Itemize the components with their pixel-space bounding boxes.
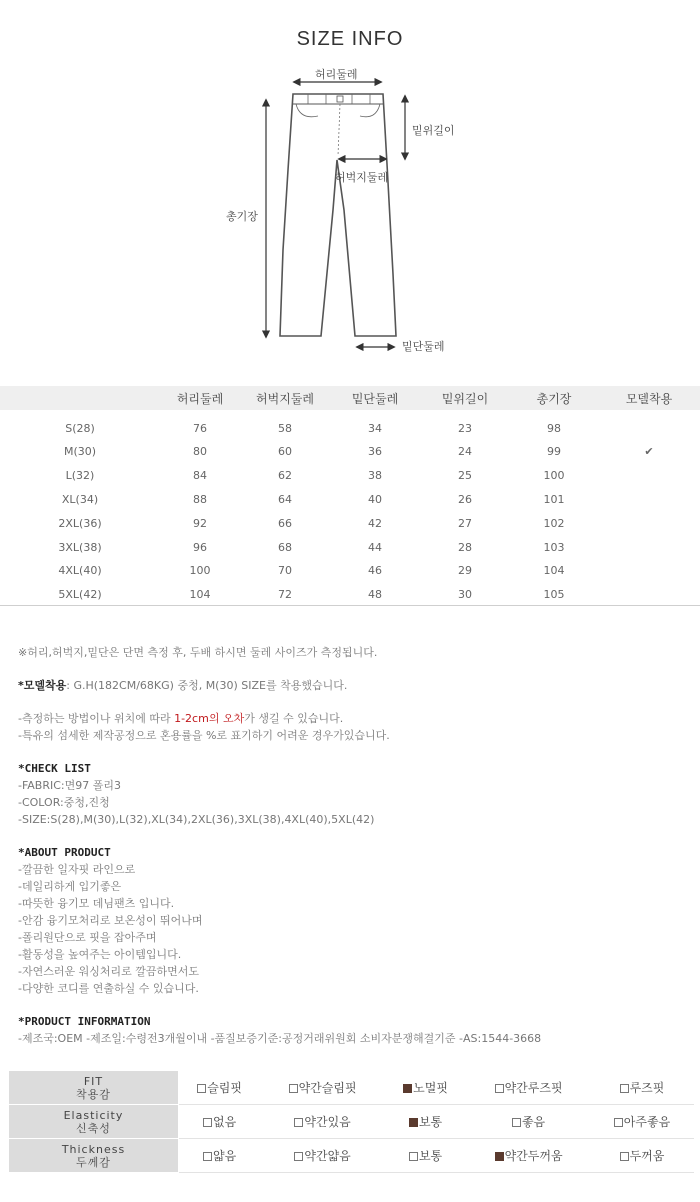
header-cell xyxy=(0,386,160,410)
spec-table xyxy=(8,1070,694,1173)
value-cell: 101 xyxy=(543,492,565,506)
option-label: 약간슬림핏 xyxy=(298,1081,357,1095)
checkbox-icon xyxy=(203,1118,212,1127)
header-cell: 허벅지둘레 xyxy=(256,391,314,406)
option-label: 약간있음 xyxy=(304,1115,351,1129)
checkbox-icon xyxy=(620,1152,629,1161)
model-check-cell xyxy=(598,559,700,583)
check-item: -COLOR:중청,진청 xyxy=(18,796,110,809)
page-title: SIZE INFO xyxy=(296,28,404,50)
checkbox-icon xyxy=(495,1084,504,1093)
size-cell: XL(34) xyxy=(61,492,99,506)
header-cell: 총기장 xyxy=(536,391,572,406)
value-cell: 46 xyxy=(368,564,382,578)
model-check-cell xyxy=(598,583,700,607)
pants-outline xyxy=(280,94,396,336)
spec-option xyxy=(179,1071,261,1105)
error-note xyxy=(18,710,688,727)
checkbox-icon xyxy=(197,1084,206,1093)
size-cell: 5XL(42) xyxy=(58,588,102,602)
spec-label-ko: 신축성 xyxy=(76,1121,111,1135)
value-cell: 92 xyxy=(193,516,207,530)
spec-label-ko: 착용감 xyxy=(76,1087,111,1101)
about-item: -따뜻한 융기모 데님팬츠 입니다. xyxy=(18,897,175,910)
option-label: 약간얇음 xyxy=(304,1149,351,1163)
table-row xyxy=(0,488,700,512)
value-cell: 29 xyxy=(458,564,472,578)
spec-option xyxy=(467,1071,591,1105)
spec-option xyxy=(179,1139,261,1173)
value-cell: 48 xyxy=(368,588,382,602)
spec-label-en: Thickness xyxy=(61,1142,126,1156)
option-label: 약간루즈핏 xyxy=(504,1081,563,1095)
check-list-heading: *CHECK LIST xyxy=(18,762,91,775)
about-item: -깔끔한 일자핏 라인으로 xyxy=(18,863,136,876)
size-cell: L(32) xyxy=(65,469,95,483)
spec-option xyxy=(384,1139,466,1173)
value-cell: 102 xyxy=(543,516,565,530)
spec-option xyxy=(384,1105,466,1139)
value-cell: 23 xyxy=(458,421,472,435)
error-suffix: 가 생길 수 있습니다. xyxy=(244,712,344,725)
value-cell: 103 xyxy=(543,540,565,554)
value-cell: 99 xyxy=(547,445,561,459)
notes-section xyxy=(18,644,688,1047)
spec-option xyxy=(261,1105,385,1139)
error-highlight: 1-2cm의 오차 xyxy=(174,712,245,725)
table-divider xyxy=(0,605,700,606)
about-item: -활동성을 높여주는 아이템입니다. xyxy=(18,948,182,961)
value-cell: 42 xyxy=(368,516,382,530)
pants-diagram xyxy=(0,60,700,360)
value-cell: 40 xyxy=(368,492,382,506)
value-cell: 27 xyxy=(458,516,472,530)
checkbox-checked-icon xyxy=(403,1084,412,1093)
measure-note: ※허리,허벅지,밑단은 단면 측정 후, 두배 하시면 둘레 사이즈가 측정됩니다. xyxy=(18,646,378,659)
spec-option xyxy=(590,1139,693,1173)
model-label: *모델착용 xyxy=(18,679,67,692)
size-cell: S(28) xyxy=(65,421,95,435)
table-row xyxy=(0,464,700,488)
table-row xyxy=(0,583,700,607)
spec-label xyxy=(9,1071,179,1105)
value-cell: 80 xyxy=(193,445,207,459)
value-cell: 62 xyxy=(278,469,292,483)
model-text: : G.H(182CM/68KG) 중청, M(30) SIZE를 착용했습니다. xyxy=(66,679,348,692)
option-label: 약간두꺼움 xyxy=(504,1149,563,1163)
value-cell: 100 xyxy=(189,564,211,578)
about-item: -자연스러운 워싱처리로 깔끔하면서도 xyxy=(18,965,199,978)
spec-label-en: Elasticity xyxy=(63,1108,124,1122)
value-cell: 104 xyxy=(189,588,211,602)
value-cell: 26 xyxy=(458,492,472,506)
spec-option xyxy=(467,1105,591,1139)
option-label: 없음 xyxy=(212,1115,237,1129)
value-cell: 28 xyxy=(458,540,472,554)
spec-option xyxy=(179,1105,261,1139)
table-row xyxy=(0,511,700,535)
value-cell: 96 xyxy=(193,540,207,554)
spec-option xyxy=(590,1105,693,1139)
option-label: 두꺼움 xyxy=(629,1149,665,1163)
checkmark-icon: ✔ xyxy=(644,445,654,459)
model-check-cell xyxy=(598,488,700,512)
value-cell: 58 xyxy=(278,421,292,435)
length-label: 총기장 xyxy=(226,210,258,223)
spec-option xyxy=(261,1071,385,1105)
value-cell: 72 xyxy=(278,588,292,602)
spec-option xyxy=(261,1139,385,1173)
spec-label-en: FIT xyxy=(83,1074,104,1088)
model-check-cell xyxy=(598,535,700,559)
spec-label xyxy=(9,1105,179,1139)
spec-label-ko: 두께감 xyxy=(76,1155,111,1169)
value-cell: 24 xyxy=(458,445,472,459)
size-table-header xyxy=(0,386,700,410)
material-note: -특유의 섬세한 제작공정으로 혼용률을 %로 표기하기 어려운 경우가있습니다. xyxy=(18,729,390,742)
option-label: 보통 xyxy=(418,1149,443,1163)
checkbox-icon xyxy=(294,1152,303,1161)
spec-option xyxy=(384,1071,466,1105)
info-heading: *PRODUCT INFORMATION xyxy=(18,1015,151,1028)
option-label: 루즈핏 xyxy=(629,1081,665,1095)
check-item: -FABRIC:면97 폴리3 xyxy=(18,779,122,792)
table-row xyxy=(0,440,700,464)
spec-row-elasticity xyxy=(9,1105,694,1139)
header-cell: 밑단둘레 xyxy=(351,391,399,406)
check-item: -SIZE:S(28),M(30),L(32),XL(34),2XL(36),3XL(38),4XL(40),5XL(42) xyxy=(18,813,375,826)
spec-row-fit xyxy=(9,1071,694,1105)
value-cell: 104 xyxy=(543,564,565,578)
pants-illustration xyxy=(0,60,700,360)
info-text: -제조국:OEM -제조일:수령전3개월이내 -품질보증기준:공정거래위원회 소비자분쟁해결기준 -AS:1544-3668 xyxy=(18,1032,542,1045)
value-cell: 30 xyxy=(458,588,472,602)
model-check-cell xyxy=(598,410,700,440)
option-label: 보통 xyxy=(418,1115,443,1129)
model-check-cell xyxy=(598,511,700,535)
value-cell: 70 xyxy=(278,564,292,578)
spec-option xyxy=(467,1139,591,1173)
value-cell: 60 xyxy=(278,445,292,459)
spec-label xyxy=(9,1139,179,1173)
size-cell: M(30) xyxy=(63,445,97,459)
model-check-cell xyxy=(598,464,700,488)
value-cell: 25 xyxy=(458,469,472,483)
checkbox-icon xyxy=(203,1152,212,1161)
value-cell: 100 xyxy=(543,469,565,483)
spec-option xyxy=(590,1071,693,1105)
value-cell: 88 xyxy=(193,492,207,506)
value-cell: 76 xyxy=(193,421,207,435)
about-item: -안감 융기모처리로 보온성이 뛰어나며 xyxy=(18,914,203,927)
checkbox-checked-icon xyxy=(409,1118,418,1127)
value-cell: 38 xyxy=(368,469,382,483)
value-cell: 105 xyxy=(543,588,565,602)
hem-label: 밑단둘레 xyxy=(402,340,445,353)
option-label: 슬림핏 xyxy=(207,1081,242,1095)
checkbox-icon xyxy=(614,1118,623,1127)
size-cell: 3XL(38) xyxy=(58,540,102,554)
value-cell: 64 xyxy=(278,492,292,506)
checkbox-icon xyxy=(289,1084,298,1093)
value-cell: 44 xyxy=(368,540,382,554)
rise-label: 밑위길이 xyxy=(412,124,455,137)
option-label: 좋음 xyxy=(521,1115,546,1129)
value-cell: 36 xyxy=(368,445,382,459)
value-cell: 66 xyxy=(278,516,292,530)
about-item: -폴리원단으로 핏을 잡아주며 xyxy=(18,931,157,944)
value-cell: 98 xyxy=(547,421,561,435)
option-label: 얇음 xyxy=(212,1149,237,1163)
checkbox-icon xyxy=(294,1118,303,1127)
about-item: -데일리하게 입기좋은 xyxy=(18,880,122,893)
option-label: 아주좋음 xyxy=(623,1115,671,1129)
table-row xyxy=(0,410,700,440)
header-cell: 밑위길이 xyxy=(441,391,489,406)
about-heading: *ABOUT PRODUCT xyxy=(18,846,111,859)
checkbox-icon xyxy=(409,1152,418,1161)
size-cell: 4XL(40) xyxy=(58,564,102,578)
model-note xyxy=(18,677,688,694)
value-cell: 84 xyxy=(193,469,207,483)
value-cell: 34 xyxy=(368,421,382,435)
checkbox-icon xyxy=(620,1084,629,1093)
size-table xyxy=(0,386,700,607)
waist-label: 허리둘레 xyxy=(315,68,358,81)
table-row xyxy=(0,559,700,583)
error-prefix: -측정하는 방법이나 위치에 따라 xyxy=(18,712,175,725)
size-cell: 2XL(36) xyxy=(58,516,102,530)
about-item: -다양한 코디를 연출하실 수 있습니다. xyxy=(18,982,199,995)
option-label: 노멀핏 xyxy=(413,1081,448,1095)
header-cell: 허리둘레 xyxy=(176,391,224,406)
spec-row-thickness xyxy=(9,1139,694,1173)
header-cell: 모델착용 xyxy=(625,391,673,406)
thigh-label: 허벅지둘레 xyxy=(335,171,389,184)
value-cell: 68 xyxy=(278,540,292,554)
checkbox-checked-icon xyxy=(495,1152,504,1161)
table-row xyxy=(0,535,700,559)
checkbox-icon xyxy=(512,1118,521,1127)
